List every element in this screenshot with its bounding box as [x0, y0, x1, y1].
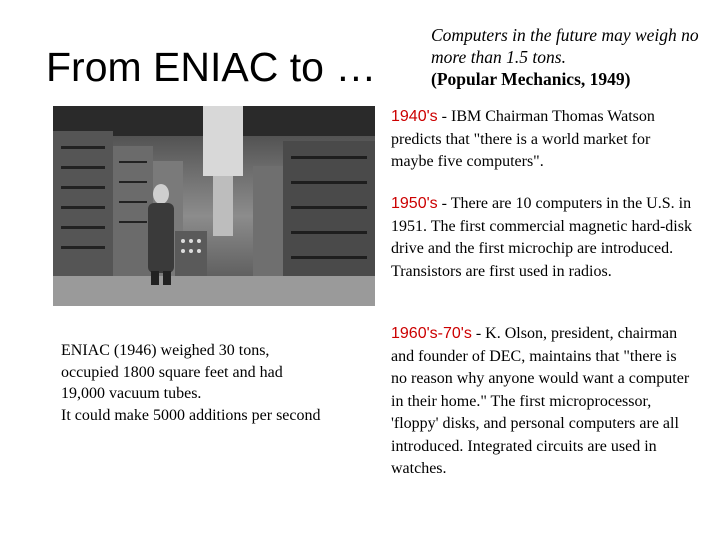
eniac-photo [53, 106, 375, 306]
entry-text: - K. Olson, president, chairman and founder of DEC, maintains that "there is no reason why anyone would want a computer in their home." The first microprocessor, 'floppy' disks, and personal computers are all introduced. Integrated circuits are used in watches. [391, 325, 690, 477]
caption-line: ENIAC (1946) weighed 30 tons, occupied 1800 square feet and had 19,000 vacuum tubes. [61, 342, 283, 402]
caption-line: It could make 5000 additions per second [61, 406, 321, 424]
slide-title: From ENIAC to … [46, 44, 377, 90]
timeline-entry-1960s-70s [391, 323, 696, 481]
timeline-entry-1940s [391, 106, 696, 174]
quote-source: (Popular Mechanics, 1949) [431, 69, 631, 89]
era-label: 1940's [391, 108, 438, 125]
entry-text: - There are 10 computers in the U.S. in 1951. The first commercial magnetic hard-disk drive and the first microchip are introduced. Transistors are first used in radios. [391, 195, 692, 280]
eniac-photo-drawing [53, 106, 375, 306]
popular-mechanics-quote [431, 24, 716, 90]
era-label: 1950's [391, 195, 438, 212]
eniac-caption [61, 340, 321, 426]
entry-text: - IBM Chairman Thomas Watson predicts that "there is a world market for maybe five computers". [391, 108, 655, 170]
timeline-entry-1950s [391, 193, 696, 283]
quote-text: Computers in the future may weigh no more than 1.5 tons. [431, 25, 699, 67]
era-label: 1960's-70's [391, 325, 472, 342]
